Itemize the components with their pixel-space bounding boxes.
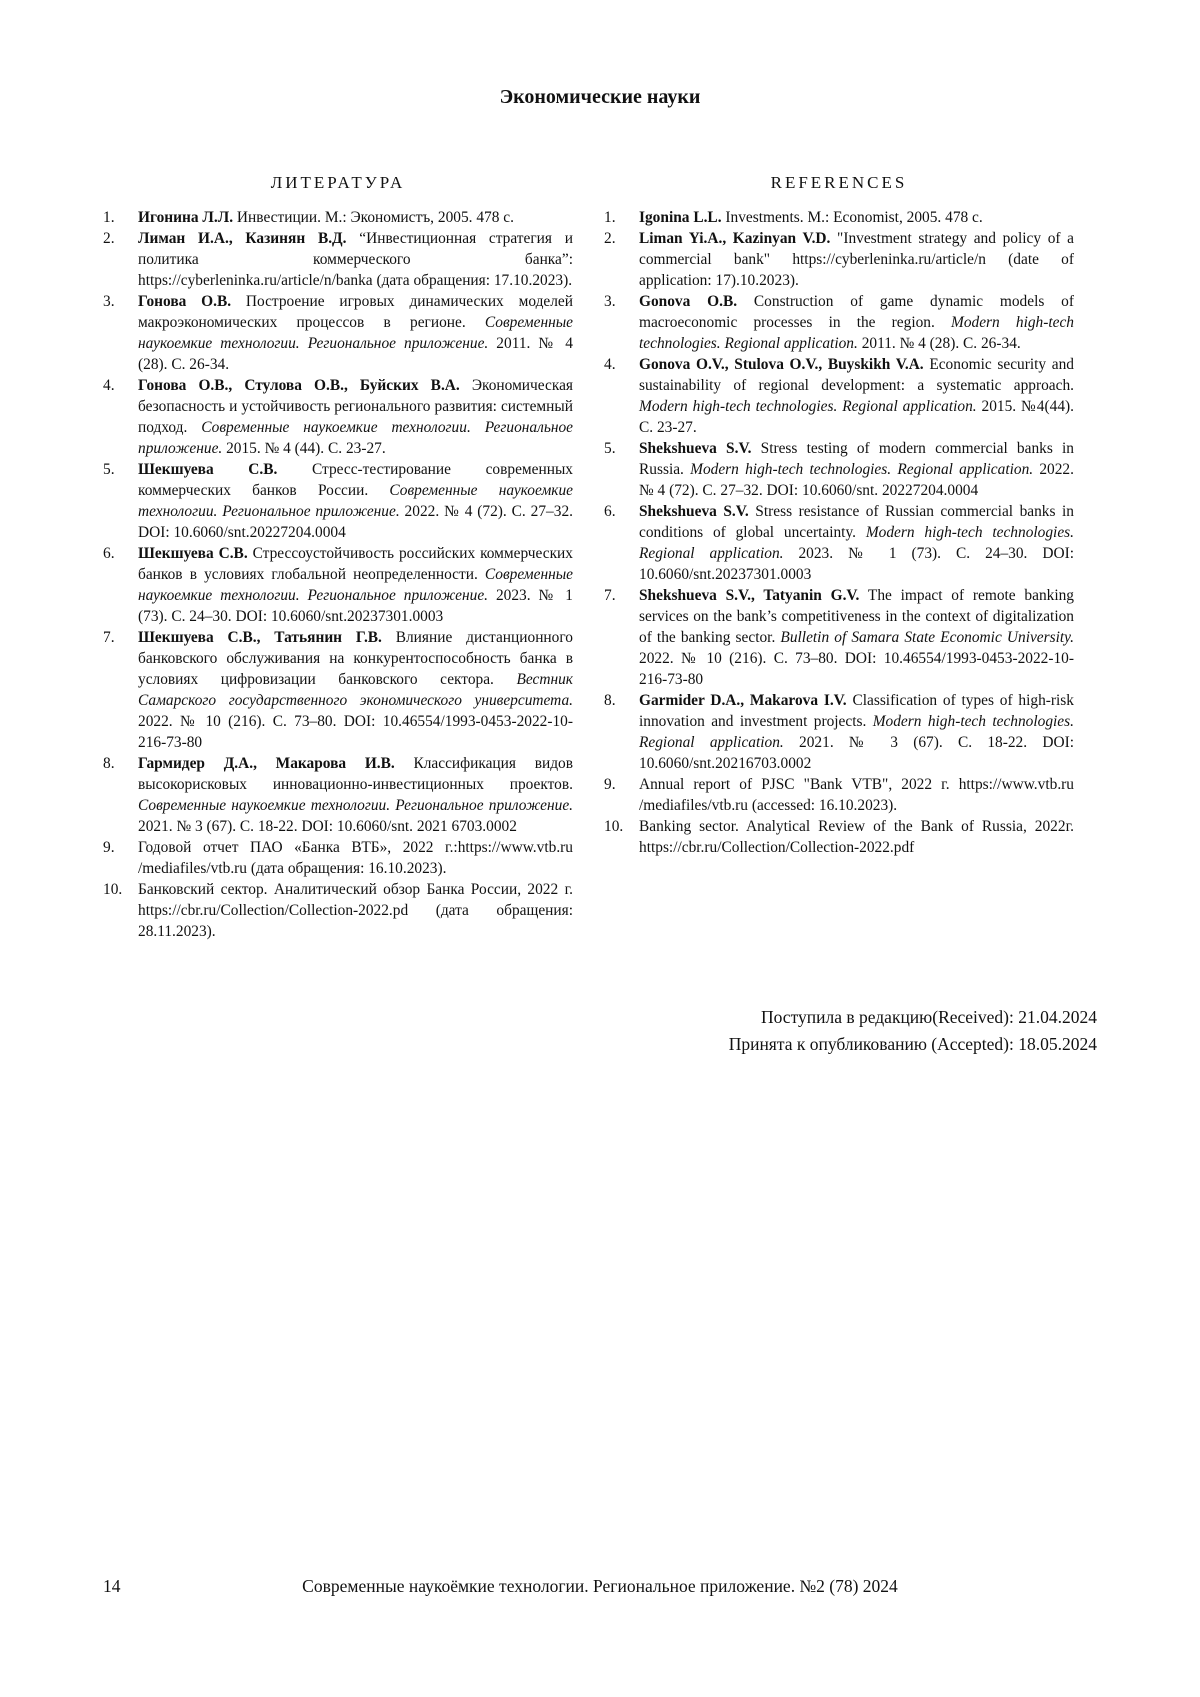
reference-item	[103, 291, 573, 375]
reference-title: Classification of types of high-risk innovation and investment projects.	[639, 692, 1074, 730]
reference-number: 3.	[103, 293, 115, 310]
reference-authors: Шекшуева С.В., Татьянин Г.В.	[138, 629, 382, 646]
reference-authors: Shekshueva S.V.	[639, 440, 752, 457]
reference-authors: Shekshueva S.V.	[639, 503, 749, 520]
reference-text	[639, 207, 1074, 228]
reference-title: "Investment strategy and policy of a commercial bank" https://cyberleninka.ru/article/n (date of application: 17).10.2023).	[639, 230, 1074, 289]
reference-text	[639, 501, 1074, 585]
reference-title: Stress testing of modern commercial banks in Russia.	[639, 440, 1074, 478]
reference-text	[639, 585, 1074, 690]
reference-item	[103, 543, 573, 627]
reference-authors: Garmider D.A., Makarova I.V.	[639, 692, 847, 709]
reference-authors: Gonova O.V., Stulova O.V., Buyskikh V.A.	[639, 356, 924, 373]
reference-item	[604, 228, 1074, 291]
reference-item	[604, 354, 1074, 438]
reference-details: 2011. № 4 (28). С. 26-34.	[138, 335, 573, 373]
reference-number: 5.	[103, 461, 115, 478]
reference-number: 4.	[604, 356, 616, 373]
reference-authors: Игонина Л.Л.	[138, 209, 234, 226]
reference-number: 8.	[103, 755, 115, 772]
reference-details: 2011. № 4 (28). C. 26-34.	[857, 335, 1021, 352]
reference-item	[103, 459, 573, 543]
reference-source: Modern high-tech technologies. Regional application.	[690, 461, 1034, 478]
reference-number: 9.	[604, 776, 616, 793]
reference-authors: Шекшуева С.В.	[138, 461, 278, 478]
reference-text	[138, 753, 573, 837]
reference-source: Modern high-tech technologies. Regional application.	[639, 524, 1074, 562]
reference-number: 3.	[604, 293, 616, 310]
reference-title: Влияние дистанционного банковского обслуживания на конкурентоспособность банка в условиях цифровизации банковского сектора.	[138, 629, 573, 688]
reference-title: Стресс-тестирование современных коммерческих банков России.	[138, 461, 574, 499]
reference-source: Современные наукоемкие технологии. Региональное приложение.	[138, 314, 573, 352]
reference-item	[103, 375, 573, 459]
reference-title: Annual report of PJSC "Bank VTB", 2022 г. https://www.vtb.ru /mediafiles/vtb.ru (accessed: 16.10.2023).	[639, 776, 1074, 814]
accepted-date: Принята к опубликованию (Accepted): 18.05.2024	[728, 1034, 1097, 1054]
reference-text	[138, 228, 573, 291]
section-title: Экономические науки	[499, 86, 701, 108]
reference-item	[604, 438, 1074, 501]
reference-authors: Liman Yi.A., Kazinyan V.D.	[639, 230, 831, 247]
references-list	[604, 207, 1074, 858]
reference-title: Годовой отчет ПАО «Банка ВТБ», 2022 г.:https://www.vtb.ru /mediafiles/vtb.ru (дата обращения: 16.10.2023).	[138, 839, 573, 877]
reference-authors: Шекшуева С.В.	[138, 545, 248, 562]
references-column	[604, 172, 1074, 858]
reference-source: Modern high-tech technologies. Regional application.	[639, 713, 1074, 751]
reference-details: 2015. №4(44). C. 23-27.	[639, 398, 1074, 436]
reference-source: Современные наукоемкие технологии. Региональное приложение.	[138, 566, 573, 604]
reference-item	[604, 585, 1074, 690]
reference-title: Построение игровых динамических моделей макроэкономических процессов в регионе.	[138, 293, 573, 331]
reference-authors: Gonova O.B.	[639, 293, 738, 310]
reference-text	[138, 459, 573, 543]
reference-details: 2022. № 4 (72). С. 27–32. DOI: 10.6060/snt.20227204.0004	[138, 503, 573, 541]
reference-source: Вестник Самарского государственного экономического университета.	[138, 671, 573, 709]
reference-number: 8.	[604, 692, 616, 709]
reference-title: Классификация видов высокорисковых инновационно-инвестиционных проектов.	[138, 755, 573, 793]
reference-number: 9.	[103, 839, 115, 856]
reference-number: 4.	[103, 377, 115, 394]
reference-title: Stress resistance of Russian commercial banks in conditions of global uncertainty.	[639, 503, 1074, 541]
reference-authors: Shekshueva S.V., Tatyanin G.V.	[639, 587, 860, 604]
reference-text	[639, 438, 1074, 501]
journal-name: Современные наукоёмкие технологии. Региональное приложение. №2 (78) 2024	[302, 1576, 898, 1596]
reference-title: Investments. M.: Economist, 2005. 478 c.	[721, 209, 983, 226]
reference-authors: Гонова О.В.	[138, 293, 232, 310]
reference-number: 5.	[604, 440, 616, 457]
reference-title: Инвестиции. М.: Экономистъ, 2005. 478 с.	[233, 209, 514, 226]
reference-number: 1.	[604, 209, 616, 226]
reference-title: Банковский сектор. Аналитический обзор Банка России, 2022 г. https://cbr.ru/Collection/Collection-2022.pd (дата обращения: 28.11.2023).	[138, 881, 573, 940]
reference-details: 2022. № 10 (216). С. 73–80. DOI: 10.46554/1993-0453-2022-10-216-73-80	[138, 713, 573, 751]
reference-title: Экономическая безопасность и устойчивость регионального развития: системный подход.	[138, 377, 573, 436]
reference-item	[604, 501, 1074, 585]
reference-number: 7.	[604, 587, 616, 604]
reference-title: Стрессоустойчивость российских коммерческих банков в условиях глобальной неопределенности.	[138, 545, 573, 583]
reference-text	[639, 291, 1074, 354]
reference-item	[604, 816, 1074, 858]
reference-text	[639, 228, 1074, 291]
reference-item	[604, 207, 1074, 228]
reference-item	[604, 291, 1074, 354]
reference-source: Modern high-tech technologies. Regional application.	[639, 398, 977, 415]
reference-authors: Лиман И.А., Казинян В.Д.	[138, 230, 347, 247]
reference-source: Современные наукоемкие технологии. Региональное приложение.	[138, 419, 573, 457]
reference-details: 2021. № 3 (67). C. 18-22. DOI: 10.6060/snt.20216703.0002	[639, 734, 1074, 772]
reference-number: 2.	[103, 230, 115, 247]
reference-item	[103, 837, 573, 879]
reference-details: 2015. № 4 (44). С. 23-27.	[222, 440, 386, 457]
references-heading: REFERENCES	[770, 173, 908, 192]
reference-number: 10.	[604, 818, 624, 835]
reference-number: 10.	[103, 881, 123, 898]
reference-text	[639, 816, 1074, 858]
received-date: Поступила в редакцию(Received): 21.04.2024	[760, 1007, 1097, 1027]
reference-text	[639, 690, 1074, 774]
reference-text	[138, 879, 573, 942]
reference-number: 6.	[604, 503, 616, 520]
reference-text	[138, 543, 573, 627]
reference-item	[103, 879, 573, 942]
reference-number: 7.	[103, 629, 115, 646]
reference-text	[138, 207, 573, 228]
page-number: 14	[103, 1576, 121, 1596]
reference-text	[639, 774, 1074, 816]
reference-source: Bulletin of Samara State Economic University.	[780, 629, 1075, 646]
reference-details: 2023. № 1 (73). С. 24–30. DOI: 10.6060/snt.20237301.0003	[138, 587, 573, 625]
reference-text	[138, 375, 573, 459]
reference-details: 2022. № 10 (216). C. 73–80. DOI: 10.46554/1993-0453-2022-10-216-73-80	[639, 650, 1074, 688]
reference-number: 1.	[103, 209, 115, 226]
submission-dates	[729, 1004, 1097, 1058]
reference-item	[604, 774, 1074, 816]
reference-text	[138, 627, 573, 753]
reference-text	[138, 837, 573, 879]
reference-item	[103, 627, 573, 753]
reference-item	[604, 690, 1074, 774]
reference-source: Современные наукоемкие технологии. Региональное приложение.	[138, 797, 573, 814]
reference-source: Modern high-tech technologies. Regional application.	[639, 314, 1075, 352]
reference-source: Современные наукоемкие технологии. Региональное приложение.	[138, 482, 573, 520]
literature-list	[103, 207, 573, 942]
reference-text	[639, 354, 1074, 438]
reference-item	[103, 228, 573, 291]
reference-authors: Гонова О.В., Стулова О.В., Буйских В.А.	[138, 377, 460, 394]
reference-title: “Инвестиционная стратегия и политика коммерческого банка”: https://cyberleninka.ru/article/n/banka (дата обращения: 17.10.2023).	[138, 230, 573, 289]
reference-title: The impact of remote banking services on the bank’s competitiveness in the context of digitalization of the banking sector.	[639, 587, 1074, 646]
reference-text	[138, 291, 573, 375]
reference-item	[103, 753, 573, 837]
reference-authors: Igonina L.L.	[639, 209, 722, 226]
reference-title: Construction of game dynamic models of macroeconomic processes in the region.	[639, 293, 1074, 331]
literature-column	[103, 172, 573, 942]
reference-details: 2022. № 4 (72). C. 27–32. DOI: 10.6060/snt. 20227204.0004	[639, 461, 1074, 499]
reference-number: 6.	[103, 545, 115, 562]
literature-heading: ЛИТЕРАТУРА	[270, 173, 406, 192]
reference-details: 2023. № 1 (73). C. 24–30. DOI: 10.6060/snt.20237301.0003	[639, 545, 1074, 583]
reference-title: Economic security and sustainability of regional development: a systematic approach.	[639, 356, 1074, 394]
reference-authors: Гармидер Д.А., Макарова И.В.	[138, 755, 395, 772]
reference-details: 2021. № 3 (67). С. 18-22. DOI: 10.6060/snt. 2021 6703.0002	[138, 818, 517, 835]
reference-number: 2.	[604, 230, 616, 247]
reference-title: Banking sector. Analytical Review of the Bank of Russia, 2022г. https://cbr.ru/Collection/Collection-2022.pdf	[639, 818, 1074, 856]
reference-item	[103, 207, 573, 228]
